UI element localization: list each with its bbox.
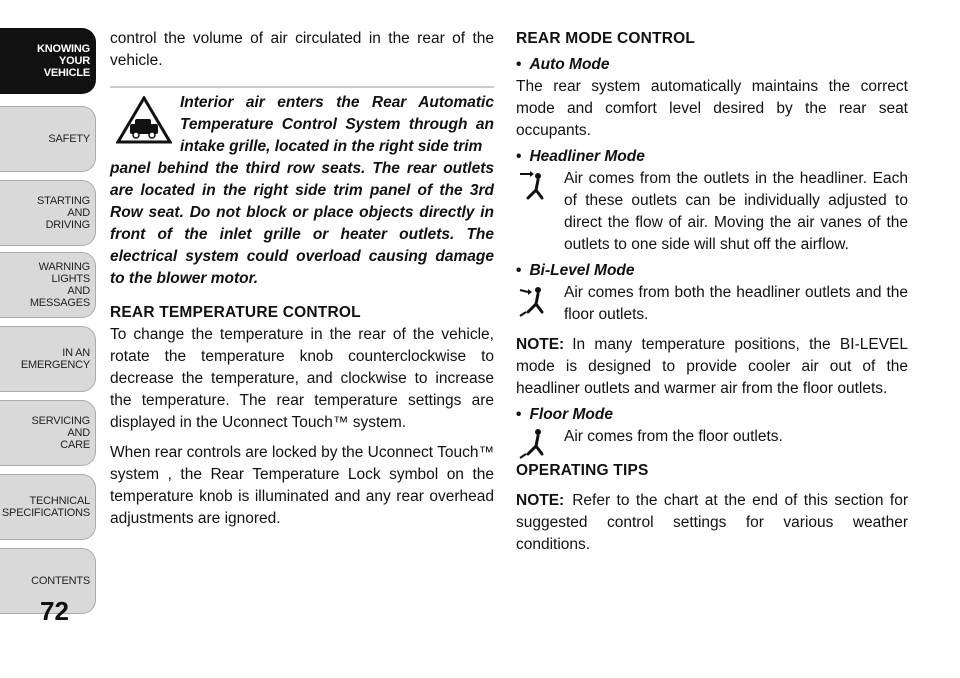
intro-paragraph: control the volume of air circulated in the rear of the vehicle. [110, 30, 494, 69]
rear-mode-heading: REAR MODE CONTROL [516, 30, 696, 47]
note-label: NOTE: [516, 492, 565, 509]
tab-label: EMERGENCY [20, 359, 90, 371]
rear-temperature-paragraph: To change the temperature in the rear of the vehicle, rotate the temperature knob counterclockwise to decrease the temperature, and clockwise to increase the temperature. The rear temperature settings are displayed in the Uconnect Touch™ system. [110, 326, 494, 431]
note-text: Refer to the chart at the end of this section for suggested control settings for various weather conditions. [516, 492, 908, 553]
tab-technical-specifications[interactable] [0, 474, 96, 540]
page-number: 72 [40, 596, 69, 626]
tab-label: CONTENTS [31, 575, 90, 587]
tab-label: SPECIFICATIONS [1, 507, 90, 519]
tab-safety[interactable] [0, 106, 96, 172]
tab-warning-lights-and-messages[interactable] [0, 252, 96, 318]
tab-label: WARNING [38, 261, 90, 273]
warning-box [110, 86, 494, 290]
note-bilevel [516, 334, 908, 400]
tab-knowing-your-vehicle[interactable] [0, 28, 96, 94]
tab-servicing-and-care[interactable] [0, 400, 96, 466]
warning-text-first: Interior air enters the Rear Automatic Temperature Control System through an intake grille, located in the right side trim [180, 94, 494, 155]
tab-label: IN AN [62, 347, 90, 359]
operating-tips-heading: OPERATING TIPS [516, 462, 649, 479]
headliner-mode-title: • Headliner Mode [516, 146, 908, 168]
tab-label: STARTING [37, 195, 90, 207]
tab-label: MESSAGES [29, 297, 90, 309]
headliner-mode-desc: Air comes from the outlets in the headliner. Each of these outlets can be individually adjusted to direct the flow of air. Moving the air vanes of the outlets to one side will shut off the airflow. [564, 170, 908, 253]
tab-label: TECHNICAL [29, 495, 90, 507]
tab-label: YOUR [59, 55, 90, 67]
note-text: In many temperature positions, the BI-LEVEL mode is designed to provide cooler air out of the headliner outlets and warmer air from the floor outlets. [516, 336, 908, 397]
note-operating-tips [516, 490, 908, 556]
bilevel-mode-block [516, 282, 908, 326]
headliner-mode-icon [516, 168, 548, 208]
tab-label: AND [67, 427, 90, 439]
bilevel-mode-desc: Air comes from both the headliner outlets and the floor outlets. [564, 284, 908, 323]
tab-label: DRIVING [45, 219, 90, 231]
rear-temperature-heading: REAR TEMPERATURE CONTROL [110, 304, 361, 321]
headliner-mode-block [516, 168, 908, 256]
auto-mode-title: • Auto Mode [516, 54, 908, 76]
tab-label: AND [67, 207, 90, 219]
bilevel-mode-icon [516, 282, 548, 322]
tab-starting-and-driving[interactable] [0, 180, 96, 246]
rear-lock-paragraph: When rear controls are locked by the Uconnect Touch™ system , the Rear Temperature Lock symbol on the temperature knob is illuminated and any rear overhead adjustments are ignored. [110, 444, 494, 527]
floor-mode-block [516, 426, 908, 448]
left-column [110, 28, 494, 530]
warning-triangle-icon [116, 96, 172, 144]
floor-mode-desc: Air comes from the floor outlets. [564, 428, 783, 445]
auto-mode-desc: The rear system automatically maintains the correct mode and comfort level desired by the rear seat occupants. [516, 78, 908, 139]
tab-label: SERVICING [31, 415, 90, 427]
tab-label: CARE [60, 439, 90, 451]
tab-in-an-emergency[interactable] [0, 326, 96, 392]
right-column [516, 28, 908, 556]
note-label: NOTE: [516, 336, 565, 353]
tab-label: KNOWING [37, 43, 90, 55]
floor-mode-title: • Floor Mode [516, 404, 908, 426]
warning-text-rest: panel behind the third row seats. The rear outlets are located in the right side trim panel of the 3rd Row seat. Do not block or place objects directly in front of the inlet grille or heater outlets. The electrical system could overload causing damage to the blower motor. [110, 160, 494, 287]
tab-label: VEHICLE [43, 67, 90, 79]
bilevel-mode-title: • Bi-Level Mode [516, 260, 908, 282]
tab-label: SAFETY [48, 133, 90, 145]
tab-label: LIGHTS [51, 273, 90, 285]
tab-label: AND [67, 285, 90, 297]
floor-mode-icon [516, 426, 548, 466]
